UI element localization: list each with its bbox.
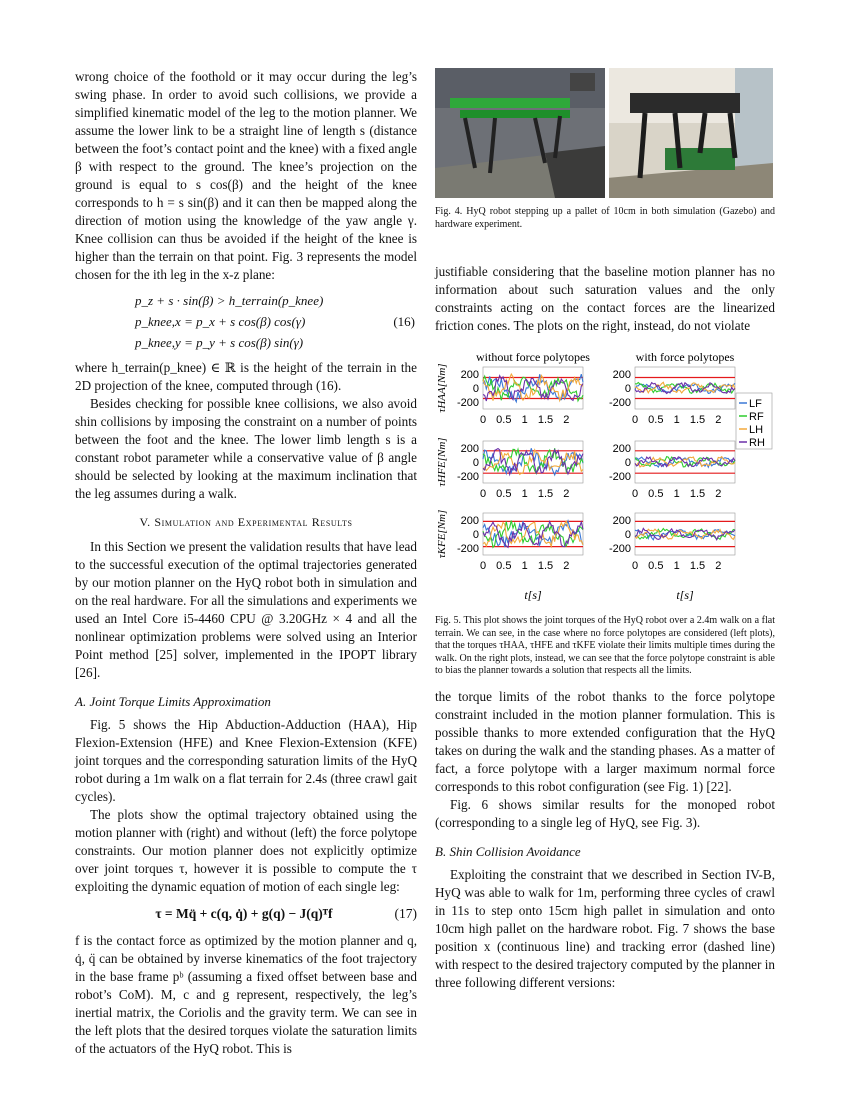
y-tick-label: 0	[624, 383, 631, 395]
paragraph: justifiable considering that the baseline motion planner has no information about such saturation values and the only constraints acting on the contact forces are the linearized friction cones. The plots on the right, instead, do not violate	[435, 264, 775, 333]
x-tick-label: 1.5	[537, 560, 554, 572]
y-tick-label: 0	[472, 457, 479, 469]
x-tick-label: 1	[673, 488, 680, 500]
x-tick-label: 0.5	[496, 414, 512, 426]
x-tick-label: 0.5	[496, 488, 512, 500]
x-tick-label: 0	[631, 488, 639, 500]
x-axis-label: t[s]	[676, 588, 694, 602]
figure-5-caption: Fig. 5. This plot shows the joint torques of the HyQ robot over a 2.4m walk on a flat terrain. We can see, in the case where no force polytopes are considered (left plots), that the torques τHAA, τHFE and τKFE violate their limits multiple times during the walk. On the right plots, instead, we can see that the force polytope constraint is able to bias the planner towards a solution that respects all the limits.	[435, 615, 775, 676]
y-tick-label: -200	[456, 471, 479, 483]
torque-chart	[435, 353, 775, 603]
y-tick-label: -200	[608, 543, 631, 555]
x-tick-label: 2	[715, 560, 722, 572]
x-tick-label: 2	[563, 414, 570, 426]
x-tick-label: 1.5	[689, 414, 706, 426]
y-tick-label: 200	[460, 515, 479, 527]
x-tick-label: 1.5	[689, 488, 706, 500]
figure-4-caption: Fig. 4. HyQ robot stepping up a pallet of 10cm in both simulation (Gazebo) and hardware experiment.	[435, 206, 775, 230]
y-tick-label: 200	[460, 443, 479, 455]
y-tick-label: 0	[472, 529, 479, 541]
x-tick-label: 2	[563, 560, 570, 572]
y-axis-label: τHFE[Nm]	[436, 437, 448, 487]
x-tick-label: 2	[715, 488, 722, 500]
x-tick-label: 0.5	[648, 414, 664, 426]
x-tick-label: 1.5	[689, 560, 706, 572]
equation-line: p_knee,y = p_y + s cos(β) sin(γ)	[135, 335, 304, 350]
paragraph: In this Section we present the validation results that have lead to the successful execution of the optimal trajectories generated by our motion planner on the HyQ robot both in simulation and on the real hardware. For all the simulations and experiments we used an Intel Core i5-4460 CPU @ 3.20GHz × 4 and all the nonlinear optimization problems were solved using an Interior Point method [25] solver, implemented in the IPOPT library [26].	[75, 539, 417, 680]
paragraph: wrong choice of the foothold or it may occur during the leg’s swing phase. In order to avoid such collisions, we provide a simplified kinematic model of the leg to the motion planner. We assume the lower link to be a straight line of length s (distance between the foot’s contact point and the knee) with a fixed angle β with respect to the ground. The knee’s projection on the ground is equal to s cos(β) and the height of the knee corresponds to h = s sin(β) and it can then be mapped along the direction of motion using the knowledge of the yaw angle γ. Knee collision can thus be avoided if the height of the knee is higher than the terrain on that point. Fig. 3 represents the model chosen for the ith leg in the x-z plane:	[75, 69, 417, 282]
robot-photo-illustration	[435, 68, 773, 198]
x-axis-label: t[s]	[524, 588, 542, 602]
x-tick-label: 0.5	[496, 560, 512, 572]
equation-line: p_z + s · sin(β) > h_terrain(p_knee)	[135, 293, 324, 308]
left-column	[75, 68, 417, 1058]
y-tick-label: 200	[460, 369, 479, 381]
column-title: without force polytopes	[476, 353, 590, 364]
equation-expression: τ = Mq̈ + c(q, q̇) + g(q) − J(q)ᵀf	[155, 906, 333, 921]
figure-5-plot	[435, 353, 775, 603]
y-tick-label: 0	[624, 529, 631, 541]
legend-label: RF	[749, 411, 764, 423]
y-tick-label: -200	[608, 397, 631, 409]
equation-number: (16)	[393, 313, 415, 329]
x-tick-label: 1.5	[537, 414, 554, 426]
x-tick-label: 1	[521, 560, 528, 572]
y-axis-label: τKFE[Nm]	[436, 509, 448, 559]
paragraph: where h_terrain(p_knee) ∈ ℝ is the height of the terrain in the 2D projection of the knee, computed through (16).	[75, 360, 417, 393]
paragraph: Fig. 6 shows similar results for the monoped robot (corresponding to a single leg of HyQ, see Fig. 3).	[435, 796, 775, 830]
x-tick-label: 0	[479, 488, 487, 500]
y-tick-label: 200	[612, 515, 631, 527]
paragraph: Exploiting the constraint that we described in Section IV-B, HyQ was able to walk for 1m, performing three cycles of crawl in 11s to step onto 15cm high pallet in simulation and onto 10cm high pallet on the hardware robot. Fig. 7 shows the base position x (continuous line) and tracking error (dashed line) with respect to the desired trajectory computed by the planner in three following different versions:	[435, 866, 775, 990]
y-tick-label: 0	[624, 457, 631, 469]
y-axis-label: τHAA[Nm]	[436, 363, 448, 413]
x-tick-label: 0	[479, 560, 487, 572]
subsection-heading: A. Joint Torque Limits Approximation	[75, 694, 271, 709]
x-tick-label: 0.5	[648, 488, 664, 500]
x-tick-label: 1	[521, 414, 528, 426]
equation-line: p_knee,x = p_x + s cos(β) cos(γ)	[135, 314, 306, 329]
y-tick-label: 200	[612, 443, 631, 455]
paragraph: f is the contact force as optimized by the motion planner and q, q̇, q̈ can be obtained by inverse kinematics of the foot trajectory in the base frame pᵇ (assuming a fixed offset between base and robot’s CoM). M, c and g represent, respectively, the leg’s inertial matrix, the Coriolis and the gravity term. We can see in the left plots that the desired torques violate the saturation limits of the actuators of the HyQ robot. This is	[75, 933, 417, 1056]
paragraph: Fig. 5 shows the Hip Abduction-Adduction (HAA), Hip Flexion-Extension (HFE) and Knee Flexion-Extension (KFE) joint torques and the corresponding saturation limits of the HyQ robot during a 1m walk on a flat terrain for 2.4s (three crawl gait cycles).	[75, 717, 417, 804]
y-tick-label: -200	[456, 543, 479, 555]
equation-16	[75, 290, 417, 353]
x-tick-label: 2	[715, 414, 722, 426]
x-tick-label: 0.5	[648, 560, 664, 572]
legend-label: LH	[749, 424, 764, 436]
y-tick-label: 200	[612, 369, 631, 381]
x-tick-label: 0	[631, 560, 639, 572]
y-tick-label: 0	[472, 383, 479, 395]
legend-label: RH	[749, 437, 765, 449]
x-tick-label: 2	[563, 488, 570, 500]
x-tick-label: 1	[673, 414, 680, 426]
subsection-heading: B. Shin Collision Avoidance	[435, 843, 581, 859]
figure-4-photo	[435, 68, 773, 198]
legend-label: LF	[749, 398, 762, 410]
paragraph: Besides checking for possible knee collisions, we also avoid shin collisions by imposing the constraint on a number of points between the foot and the knee. The lower limb length s is a constant robot parameter while a conservative value of β angle should be selected by looking at the maximum inclination that the leg assumes during a walk.	[75, 396, 417, 501]
section-heading: V. Simulation and Experimental Results	[139, 515, 353, 529]
column-title: with force polytopes	[635, 353, 735, 364]
x-tick-label: 1.5	[537, 488, 554, 500]
x-tick-label: 1	[673, 560, 680, 572]
y-tick-label: -200	[608, 471, 631, 483]
x-tick-label: 1	[521, 488, 528, 500]
paragraph: the torque limits of the robot thanks to the force polytope constraint included in the motion planner formulation. This is possible thanks to more extended configuration that the HyQ takes on during the walk and the standing phases. As a matter of fact, a force polytope with a larger maximum normal force corresponds to this robot configuration (see Fig. 1) [22].	[435, 688, 775, 794]
right-column	[435, 68, 775, 992]
y-tick-label: -200	[456, 397, 479, 409]
equation-number: (17)	[394, 906, 417, 921]
x-tick-label: 0	[631, 414, 639, 426]
equation-17	[75, 906, 417, 922]
paragraph: The plots show the optimal trajectory obtained using the motion planner with (right) and without (left) the force polytope constraints. Our motion planner does not explicitly optimize over joint torques τ, however it is possible to compute the τ exploiting the dynamic equation of motion of each single leg:	[75, 807, 417, 894]
x-tick-label: 0	[479, 414, 487, 426]
